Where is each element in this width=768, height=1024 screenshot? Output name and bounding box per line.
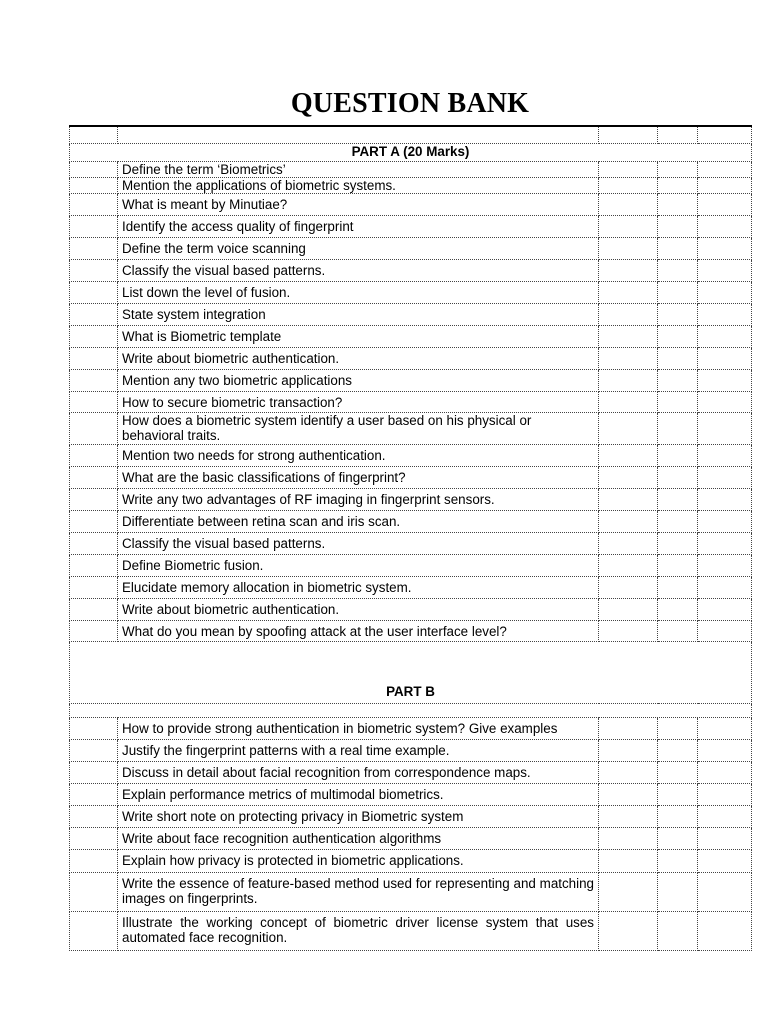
table-cell: [70, 620, 118, 641]
table-cell: [599, 872, 658, 911]
table-cell: [658, 911, 698, 950]
question-table: [69, 125, 752, 951]
table-cell: [599, 783, 658, 805]
table-cell: [658, 805, 698, 827]
table-cell: [70, 325, 118, 347]
table-cell: [599, 620, 658, 641]
table-cell: [70, 281, 118, 303]
table-cell: [698, 259, 752, 281]
table-cell: [599, 412, 658, 444]
table-cell: [658, 412, 698, 444]
table-cell: [70, 872, 118, 911]
question-row: [70, 161, 752, 177]
question-row: [70, 259, 752, 281]
table-cell: [658, 872, 698, 911]
table-cell: [698, 510, 752, 532]
table-cell: [599, 598, 658, 620]
table-cell: [698, 805, 752, 827]
table-cell: [658, 761, 698, 783]
question-text: Mention the applications of biometric systems.: [118, 177, 599, 193]
question-row: [70, 510, 752, 532]
table-cell: [70, 215, 118, 237]
table-cell: [599, 717, 658, 739]
table-cell: [658, 347, 698, 369]
table-cell: [698, 739, 752, 761]
table-cell: [658, 391, 698, 412]
table-cell: [698, 444, 752, 466]
table-cell: [599, 827, 658, 849]
table-cell: [599, 369, 658, 391]
question-row: [70, 620, 752, 641]
table-cell: [698, 193, 752, 215]
table-cell: [658, 827, 698, 849]
part-b-heading-row: [70, 641, 752, 703]
table-cell: [698, 215, 752, 237]
table-cell: [698, 325, 752, 347]
table-cell: [70, 911, 118, 950]
table-cell: [599, 347, 658, 369]
question-text: Explain how privacy is protected in biometric applications.: [118, 849, 599, 872]
table-cell: [70, 783, 118, 805]
table-cell: [658, 849, 698, 872]
table-cell: [698, 412, 752, 444]
part-b-heading: PART B: [70, 641, 752, 703]
table-cell: [658, 739, 698, 761]
question-row: [70, 783, 752, 805]
question-row: [70, 237, 752, 259]
question-row: [70, 488, 752, 510]
table-cell: [70, 369, 118, 391]
question-row: [70, 827, 752, 849]
table-cell: [658, 281, 698, 303]
question-text: Define the term voice scanning: [118, 237, 599, 259]
table-cell: [658, 620, 698, 641]
table-cell: [70, 739, 118, 761]
question-text: How to provide strong authentication in biometric system? Give examples: [118, 717, 599, 739]
table-cell: [70, 259, 118, 281]
table-cell: [658, 259, 698, 281]
question-text: What is meant by Minutiae?: [118, 193, 599, 215]
table-cell: [698, 303, 752, 325]
question-text: Write about biometric authentication.: [118, 598, 599, 620]
table-cell: [658, 369, 698, 391]
table-cell: [658, 488, 698, 510]
table-cell: [599, 391, 658, 412]
question-text: Explain performance metrics of multimodal biometrics.: [118, 783, 599, 805]
table-cell: [70, 703, 752, 717]
table-cell: [658, 717, 698, 739]
question-row: [70, 391, 752, 412]
table-cell: [70, 510, 118, 532]
table-cell: [698, 237, 752, 259]
table-cell: [698, 761, 752, 783]
question-text: Define Biometric fusion.: [118, 554, 599, 576]
question-row: [70, 717, 752, 739]
question-text: State system integration: [118, 303, 599, 325]
question-text: How to secure biometric transaction?: [118, 391, 599, 412]
table-cell: [599, 444, 658, 466]
table-cell: [599, 761, 658, 783]
table-cell: [599, 161, 658, 177]
question-row: [70, 554, 752, 576]
table-cell: [658, 325, 698, 347]
table-cell: [70, 554, 118, 576]
table-cell: [658, 554, 698, 576]
question-row: [70, 444, 752, 466]
question-row: [70, 849, 752, 872]
table-cell: [658, 444, 698, 466]
table-cell: [599, 849, 658, 872]
table-cell: [599, 281, 658, 303]
question-text: Write any two advantages of RF imaging in fingerprint sensors.: [118, 488, 599, 510]
table-cell: [599, 126, 658, 143]
table-cell: [599, 237, 658, 259]
table-cell: [658, 303, 698, 325]
table-cell: [698, 554, 752, 576]
question-text: How does a biometric system identify a user based on his physical or behavioral traits.: [118, 412, 599, 444]
table-cell: [70, 717, 118, 739]
table-cell: [70, 161, 118, 177]
table-cell: [70, 303, 118, 325]
table-cell: [599, 325, 658, 347]
question-text: Classify the visual based patterns.: [118, 532, 599, 554]
table-cell: [698, 827, 752, 849]
table-cell: [599, 259, 658, 281]
table-cell: [70, 412, 118, 444]
table-cell: [70, 576, 118, 598]
table-cell: [698, 598, 752, 620]
question-row: [70, 412, 752, 444]
table-cell: [698, 783, 752, 805]
table-cell: [599, 193, 658, 215]
table-cell: [70, 126, 118, 143]
table-cell: [599, 177, 658, 193]
table-cell: [70, 466, 118, 488]
table-cell: [599, 215, 658, 237]
table-cell: [698, 576, 752, 598]
table-cell: [70, 761, 118, 783]
table-cell: [70, 193, 118, 215]
question-text: Differentiate between retina scan and iris scan.: [118, 510, 599, 532]
part-a-heading: PART A (20 Marks): [70, 143, 752, 161]
question-text: Mention any two biometric applications: [118, 369, 599, 391]
table-cell: [658, 193, 698, 215]
table-cell: [658, 177, 698, 193]
table-cell: [698, 911, 752, 950]
table-cell: [698, 872, 752, 911]
table-cell: [70, 805, 118, 827]
table-cell: [698, 391, 752, 412]
question-text: Define the term ‘Biometrics’: [118, 161, 599, 177]
table-cell: [599, 488, 658, 510]
part-a-heading-row: [70, 143, 752, 161]
spacer-row: [70, 703, 752, 717]
table-cell: [698, 620, 752, 641]
question-row: [70, 369, 752, 391]
table-cell: [599, 739, 658, 761]
question-row: [70, 739, 752, 761]
table-cell: [698, 488, 752, 510]
question-text: What are the basic classifications of fingerprint?: [118, 466, 599, 488]
question-text: List down the level of fusion.: [118, 281, 599, 303]
question-row: [70, 532, 752, 554]
question-text: Classify the visual based patterns.: [118, 259, 599, 281]
table-cell: [658, 215, 698, 237]
question-row: [70, 761, 752, 783]
table-cell: [599, 466, 658, 488]
question-table-body: [70, 126, 752, 950]
table-cell: [698, 161, 752, 177]
table-cell: [658, 510, 698, 532]
question-row: [70, 281, 752, 303]
question-row: [70, 911, 752, 950]
question-row: [70, 177, 752, 193]
table-cell: [698, 532, 752, 554]
question-row: [70, 325, 752, 347]
table-cell: [599, 805, 658, 827]
question-text: Write about biometric authentication.: [118, 347, 599, 369]
question-text: Identify the access quality of fingerprint: [118, 215, 599, 237]
table-cell: [599, 532, 658, 554]
table-cell: [658, 532, 698, 554]
table-cell: [70, 827, 118, 849]
table-cell: [70, 532, 118, 554]
question-text: What do you mean by spoofing attack at the user interface level?: [118, 620, 599, 641]
table-cell: [70, 177, 118, 193]
table-cell: [698, 717, 752, 739]
question-text: Write short note on protecting privacy in Biometric system: [118, 805, 599, 827]
question-row: [70, 303, 752, 325]
table-cell: [698, 466, 752, 488]
table-cell: [70, 598, 118, 620]
table-cell: [70, 347, 118, 369]
table-cell: [118, 126, 599, 143]
table-cell: [658, 161, 698, 177]
table-header-row: [70, 126, 752, 143]
table-cell: [599, 510, 658, 532]
table-cell: [658, 576, 698, 598]
question-text: Mention two needs for strong authentication.: [118, 444, 599, 466]
table-cell: [658, 126, 698, 143]
table-cell: [70, 391, 118, 412]
table-cell: [70, 849, 118, 872]
table-cell: [698, 126, 752, 143]
table-cell: [658, 783, 698, 805]
table-cell: [599, 911, 658, 950]
question-text: Write the essence of feature-based method used for representing and matching images on fingerprints.: [118, 872, 599, 911]
table-cell: [698, 347, 752, 369]
table-cell: [70, 488, 118, 510]
table-cell: [658, 237, 698, 259]
question-text: Discuss in detail about facial recognition from correspondence maps.: [118, 761, 599, 783]
table-cell: [698, 281, 752, 303]
question-row: [70, 805, 752, 827]
page-title: QUESTION BANK: [290, 88, 530, 119]
table-cell: [658, 466, 698, 488]
table-cell: [698, 177, 752, 193]
table-cell: [70, 237, 118, 259]
question-text: Elucidate memory allocation in biometric system.: [118, 576, 599, 598]
question-text: Illustrate the working concept of biometric driver license system that uses automated face recognition.: [118, 911, 599, 950]
question-row: [70, 598, 752, 620]
question-text: What is Biometric template: [118, 325, 599, 347]
question-row: [70, 215, 752, 237]
question-row: [70, 347, 752, 369]
question-row: [70, 576, 752, 598]
question-row: [70, 872, 752, 911]
question-row: [70, 466, 752, 488]
question-row: [70, 193, 752, 215]
question-text: Justify the fingerprint patterns with a real time example.: [118, 739, 599, 761]
table-cell: [599, 303, 658, 325]
table-cell: [698, 849, 752, 872]
table-cell: [698, 369, 752, 391]
table-cell: [70, 444, 118, 466]
table-cell: [599, 554, 658, 576]
table-cell: [658, 598, 698, 620]
table-cell: [599, 576, 658, 598]
question-text: Write about face recognition authentication algorithms: [118, 827, 599, 849]
